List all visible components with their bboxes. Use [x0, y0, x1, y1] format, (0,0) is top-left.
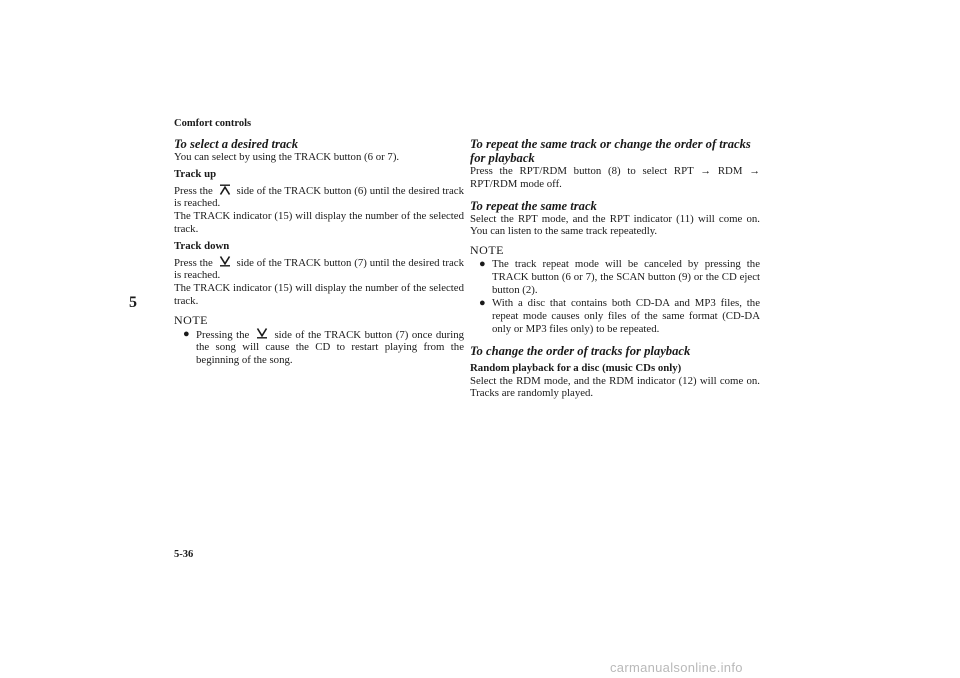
page-number: 5-36 — [174, 549, 194, 560]
track-up-instruction: Press the side of the TRACK button (6) until the desired track is reached. — [174, 184, 464, 210]
left-column — [174, 137, 464, 367]
track-down-arrow-icon — [218, 256, 232, 267]
heading-repeat-or-order: To repeat the same track or change the order of tracks for playback — [470, 137, 751, 165]
track-down-instruction: Press the side of the TRACK button (7) until the desired track is reached. — [174, 256, 464, 282]
track-down-title: Track down — [174, 239, 230, 252]
note-item: ● With a disc that contains both CD-DA and MP3 files, the repeat mode causes only files of the same format (CD-DA only or MP3 files only) to be repeated. — [479, 297, 760, 335]
heading-select-track: To select a desired track — [174, 137, 299, 151]
note-item: ● Pressing the side of the TRACK button (7) once during the song will cause the CD to restart playing from the beginning of the song. — [183, 327, 465, 367]
bullet-icon: ● — [183, 327, 190, 340]
random-playback-body: Select the RDM mode, and the RDM indicator (12) will come on. Tracks are randomly played. — [470, 374, 760, 400]
watermark: carmanualsonline.info — [610, 660, 743, 675]
heading-change-order: To change the order of tracks for playback — [470, 343, 691, 358]
track-down-arrow-icon — [255, 328, 269, 339]
right-column — [470, 137, 760, 400]
random-playback-title: Random playback for a disc (music CDs only) — [470, 361, 682, 374]
repeat-same-body: Select the RPT mode, and the RPT indicator (11) will come on. You can listen to the same track repeatedly. — [470, 212, 760, 238]
bullet-icon: ● — [479, 297, 486, 310]
chapter-tab: 5 — [129, 294, 137, 311]
repeat-intro: Press the RPT/RDM button (8) to select RPT → RDM → RPT/RDM mode off. — [470, 165, 760, 190]
note-label: NOTE — [174, 312, 208, 327]
section-title: Comfort controls — [174, 118, 252, 129]
track-down-indicator-text: The TRACK indicator (15) will display the number of the selected track. — [174, 282, 464, 307]
heading-repeat-same: To repeat the same track — [470, 198, 597, 213]
track-up-indicator-text: The TRACK indicator (15) will display the number of the selected track. — [174, 210, 464, 235]
bullet-icon: ● — [479, 257, 486, 270]
note-item: ● The track repeat mode will be canceled by pressing the TRACK button (6 or 7), the SCAN button (9) or the CD eject button (2). — [479, 257, 760, 296]
track-up-title: Track up — [174, 167, 217, 180]
select-intro: You can select by using the TRACK button (6 or 7). — [174, 151, 400, 163]
note-label: NOTE — [470, 243, 504, 258]
track-up-arrow-icon — [218, 184, 232, 195]
